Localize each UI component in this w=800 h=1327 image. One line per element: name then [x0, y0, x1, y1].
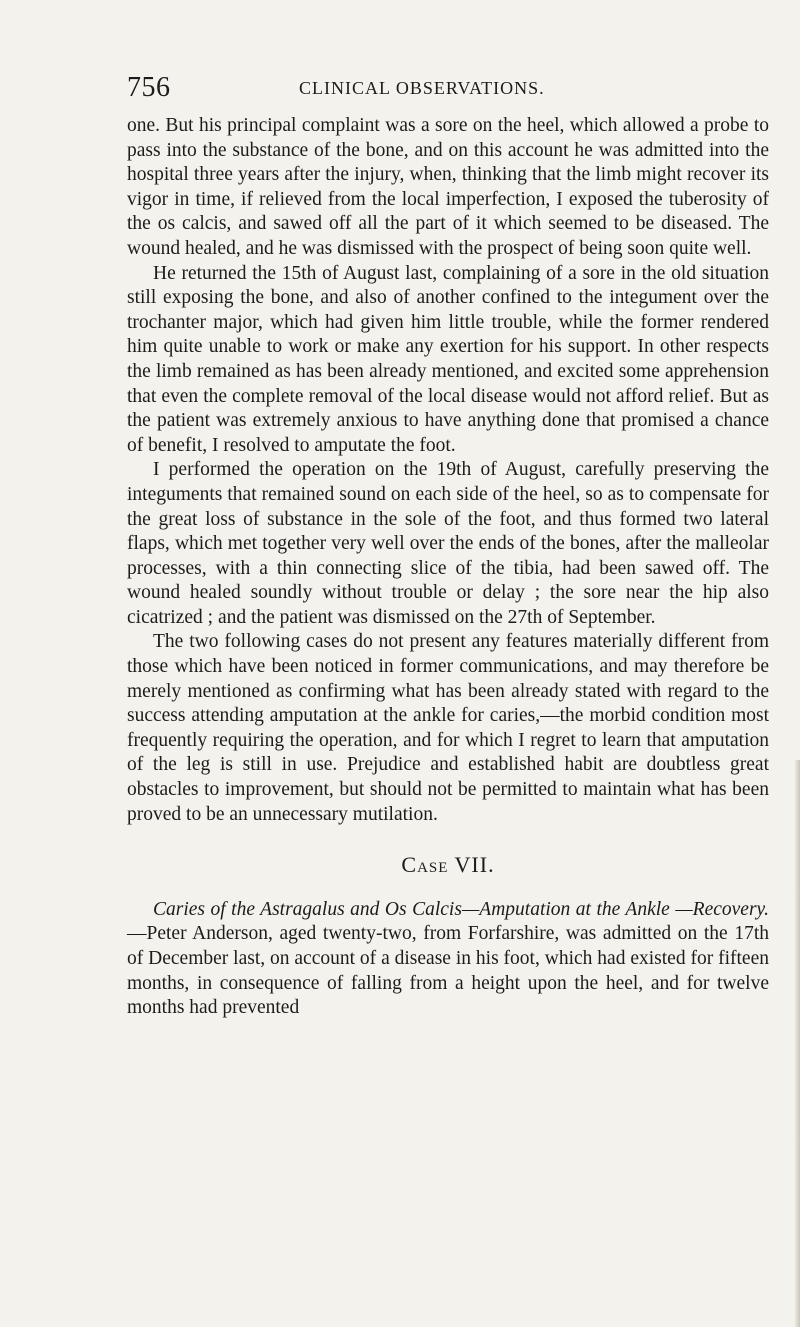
page-number: 756 — [127, 72, 171, 103]
running-head — [127, 72, 767, 106]
paragraph-3: I performed the operation on the 19th of August, carefully preserving the integuments that remained sound on each side of the heel, so as to compensate for the great loss of substance in the sole of the foot, and thus formed two lateral flaps, which met together very well over the ends of the bones, after the malleolar processes, with a thin connecting slice of the tibia, had been sawed off. The wound healed soundly without trouble or delay ; the sore near the hip also cicatrized ; and the patient was dismissed on the 27th of September. — [127, 459, 769, 628]
case-paragraph — [127, 898, 769, 1021]
case-text: —Peter Anderson, aged twenty-two, from Forfarshire, was admitted on the 17th of December last, on account of a disease in his foot, which had existed for fifteen months, in consequence of falling from a height upon the heel, and for twelve months had prevented — [127, 923, 769, 1019]
running-title: CLINICAL OBSERVATIONS. — [299, 78, 545, 98]
case-heading: Case VII. — [401, 852, 495, 878]
body-text — [127, 114, 769, 1021]
paragraph-4: The two following cases do not present any features materially different from those which have been noticed in former communications, and may therefore be merely mentioned as confirming what has been already stated with regard to the success attending amputation at the ankle for caries,—the morbid condition most frequently requiring the operation, and for which I regret to learn that amputation of the leg is still in use. Prejudice and established habit are doubtless great obstacles to improvement, but should not be permitted to maintain what has been proved to be an unnecessary mutilation. — [127, 631, 769, 825]
case-title: Caries of the Astragalus and Os Calcis—Amputation at the Ankle —Recovery. — [153, 898, 769, 920]
paragraph-1: one. But his principal complaint was a sore on the heel, which allowed a probe to pass into the substance of the bone, and on this account he was admitted into the hospital three years after the injury, when, thinking that the limb might recover its vigor in time, if relieved from the local imperfection, I exposed the tuberosity of the os calcis, and sawed off all the part of it which seemed to be diseased. The wound healed, and he was dismissed with the prospect of being soon quite well. — [127, 115, 769, 259]
page-edge-shadow — [794, 760, 800, 1327]
paragraph-2: He returned the 15th of August last, complaining of a sore in the old situation still exposing the bone, and also of another confined to the integument over the trochanter major, which had given him little trouble, while the former rendered him quite unable to work or make any exertion for his support. In other respects the limb remained as has been already mentioned, and excited some apprehension that even the complete removal of the local disease would not afford relief. But as the patient was extremely anxious to have anything done that promised a chance of benefit, I resolved to amputate the foot. — [127, 262, 769, 456]
